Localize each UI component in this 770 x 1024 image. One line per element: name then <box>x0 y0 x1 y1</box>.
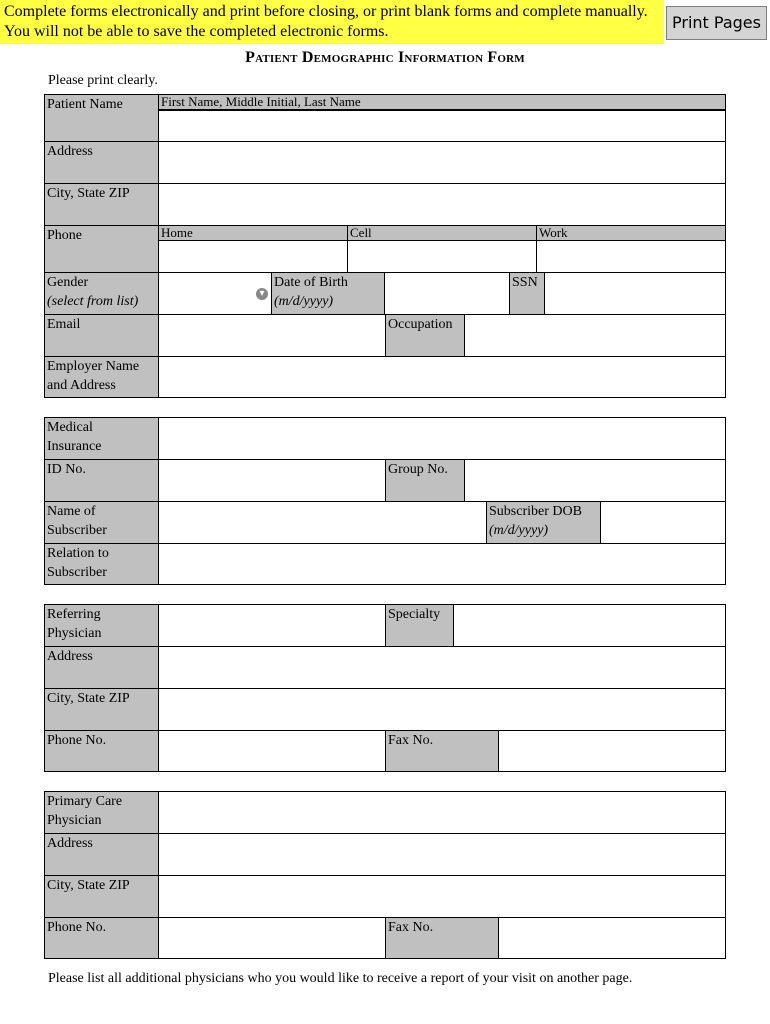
primary-line2: Physician <box>47 813 102 828</box>
patient-phone-label: Phone <box>44 225 159 273</box>
specialty-label: Specialty <box>385 604 454 647</box>
patient-address-field[interactable] <box>158 141 726 184</box>
chevron-down-icon[interactable]: ▾ <box>256 288 268 300</box>
print-clearly-note: Please print clearly. <box>48 73 158 88</box>
specialty-field[interactable] <box>453 604 726 647</box>
phone-work-hint: Work <box>536 225 726 241</box>
relation-field[interactable] <box>158 543 726 585</box>
medical-insurance-label <box>44 417 159 460</box>
ssn-field[interactable] <box>544 272 726 315</box>
referring-line2: Physician <box>47 626 102 641</box>
phone-cell-field[interactable] <box>347 240 537 273</box>
medical-insurance-line1: Medical <box>47 420 93 435</box>
id-no-field[interactable] <box>158 459 386 502</box>
patient-name-label: Patient Name <box>44 94 159 142</box>
employer-label-line1: Employer Name <box>47 359 140 374</box>
patient-city-label: City, State ZIP <box>44 183 159 226</box>
primary-city-label: City, State ZIP <box>44 875 159 918</box>
print-pages-button[interactable]: Print Pages <box>666 6 767 40</box>
relation-label <box>44 543 159 585</box>
primary-phone-field[interactable] <box>158 917 386 959</box>
id-no-label: ID No. <box>44 459 159 502</box>
primary-fax-label: Fax No. <box>385 917 499 959</box>
dob-field[interactable] <box>384 272 510 315</box>
primary-fax-field[interactable] <box>498 917 726 959</box>
patient-city-field[interactable] <box>158 183 726 226</box>
phone-home-field[interactable] <box>158 240 348 273</box>
referring-fax-label: Fax No. <box>385 730 499 772</box>
employer-field[interactable] <box>158 356 726 398</box>
primary-address-label: Address <box>44 833 159 876</box>
gender-hint: (select from list) <box>47 294 139 309</box>
primary-address-field[interactable] <box>158 833 726 876</box>
referring-phone-label: Phone No. <box>44 730 159 772</box>
dob-hint: (m/d/yyyy) <box>274 294 334 309</box>
relation-line2: Subscriber <box>47 565 107 580</box>
footer-note: Please list all additional physicians who you would like to receive a report of your visit on another page. <box>48 971 633 986</box>
medical-insurance-line2: Insurance <box>47 439 102 454</box>
subscriber-name-line1: Name of <box>47 504 96 519</box>
employer-label-line2: and Address <box>47 378 116 393</box>
gender-select[interactable] <box>158 272 272 315</box>
referring-city-label: City, State ZIP <box>44 688 159 731</box>
patient-name-field[interactable] <box>158 110 726 142</box>
group-no-field[interactable] <box>464 459 726 502</box>
phone-home-hint: Home <box>158 225 348 241</box>
referring-physician-label <box>44 604 159 647</box>
occupation-label: Occupation <box>385 314 465 357</box>
referring-city-field[interactable] <box>158 688 726 731</box>
email-label: Email <box>44 314 159 357</box>
patient-address-label: Address <box>44 141 159 184</box>
form-title: Patient Demographic Information Form <box>245 49 525 66</box>
phone-work-field[interactable] <box>536 240 726 273</box>
medical-insurance-field[interactable] <box>158 417 726 460</box>
subscriber-dob-label <box>486 501 601 544</box>
subscriber-dob-field[interactable] <box>600 501 726 544</box>
primary-physician-field[interactable] <box>158 791 726 834</box>
occupation-field[interactable] <box>464 314 726 357</box>
primary-line1: Primary Care <box>47 794 123 809</box>
phone-cell-hint: Cell <box>347 225 537 241</box>
gender-label-text: Gender <box>47 275 89 290</box>
gender-label <box>44 272 159 315</box>
subscriber-name-field[interactable] <box>158 501 487 544</box>
subscriber-name-line2: Subscriber <box>47 523 107 538</box>
ssn-label: SSN <box>509 272 545 315</box>
patient-name-hint: First Name, Middle Initial, Last Name <box>158 94 726 110</box>
subscriber-dob-text: Subscriber DOB <box>489 504 582 519</box>
dob-label <box>271 272 385 315</box>
subscriber-name-label <box>44 501 159 544</box>
referring-fax-field[interactable] <box>498 730 726 772</box>
referring-line1: Referring <box>47 607 101 622</box>
email-field[interactable] <box>158 314 386 357</box>
dob-label-text: Date of Birth <box>274 275 348 290</box>
group-no-label: Group No. <box>385 459 465 502</box>
employer-label <box>44 356 159 398</box>
instruction-banner: Complete forms electronically and print before closing, or print blank forms and complete manually. You will not be able to save the completed electronic forms. <box>0 0 664 44</box>
primary-phone-label: Phone No. <box>44 917 159 959</box>
referring-phone-field[interactable] <box>158 730 386 772</box>
subscriber-dob-hint: (m/d/yyyy) <box>489 523 549 538</box>
relation-line1: Relation to <box>47 546 109 561</box>
referring-address-field[interactable] <box>158 646 726 689</box>
referring-address-label: Address <box>44 646 159 689</box>
primary-city-field[interactable] <box>158 875 726 918</box>
primary-physician-label <box>44 791 159 834</box>
referring-physician-field[interactable] <box>158 604 386 647</box>
